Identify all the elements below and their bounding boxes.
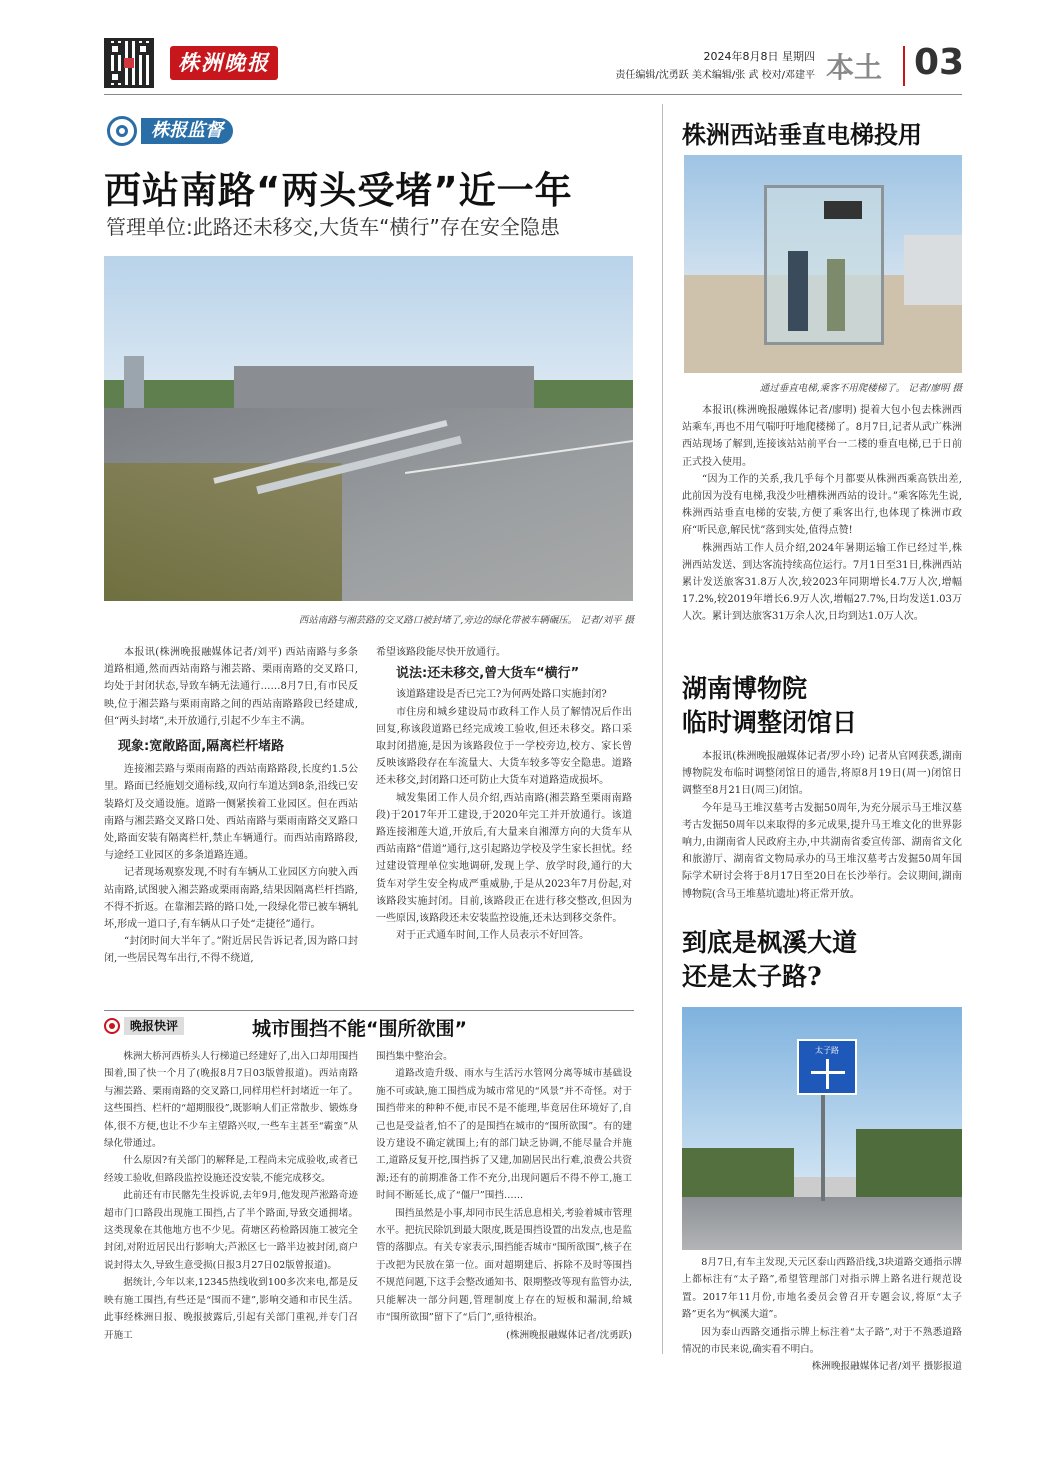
- commentary-tag-label: 晚报快评: [124, 1017, 184, 1035]
- editor-credits: 责任编辑/沈勇跃 美术编辑/张 武 校对/邓建平: [615, 70, 815, 81]
- paragraph: 本报讯(株洲晚报融媒体记者/罗小玲) 记者从官网获悉,湖南博物院发布临时调整闭馆日的通告,将原8月19日(周一)闭馆日调整至8月21日(周三)闭馆。: [682, 751, 962, 797]
- paragraph: 该道路建设是否已完工?为何两处路口实施封闭?: [396, 689, 607, 701]
- paragraph: 8月7日,有车主发现,天元区泰山西路沿线,3块道路交通指示牌上都标注有“太子路”,希望管理部门对指示牌上路名进行规范设置。2017年11月份,市地名委员会曾召开专题会议,将原“太子路”更名为“枫溪大道”。: [682, 1257, 962, 1321]
- issue-date: 2024年8月8日 星期四: [703, 50, 815, 63]
- page-number: 03: [914, 42, 965, 83]
- road-byline: 株洲晚报融媒体记者/刘平 摄影报道: [811, 1361, 962, 1373]
- paragraph: 株洲大桥河西桥头人行梯道已经建好了,出入口却用围挡围着,围了快一个月了(晚报8月7日03版曾报道)。西站南路与湘芸路、栗雨南路的交叉路口,同样用栏杆封堵近一年了。这些围挡、栏杆的“超期服役”,既影响人们正常散步、锻炼身体,很不方便,也让不少车主望路兴叹,一些车主甚至“霸蛮”从绿化带通过。: [104, 1051, 358, 1150]
- commentary-col1: [104, 1048, 358, 1344]
- road-barrier-photo: [104, 256, 633, 601]
- red-dot-icon: [104, 1018, 120, 1034]
- commentary-top-rule: [104, 1010, 634, 1011]
- paragraph: 城发集团工作人员介绍,西站南路(湘芸路至栗雨南路段)于2017年开工建设,于2020年完工并开放通行。该道路连接湘莲大道,开放后,有大量来自湘潭方向的大货车从西站南路“借道”通行,这引起路边学校及学生家长担忧。经过建设管理单位实地调研,发现上学、放学时段,通行的大货车对学生安全构成严重威胁,于是从2023年7月份起,对该路段实施封闭。目前,该路段正在进行移交整改,但因为一些原因,该路段还未安装监控设施,还未达到移交条件。: [376, 792, 632, 925]
- commentary-byline: (株洲晚报融媒体记者/沈勇跃): [506, 1329, 632, 1341]
- paragraph: 希望该路段能尽快开放通行。: [376, 647, 506, 658]
- paragraph: 连接湘芸路与栗雨南路的西站南路路段,长度约1.5公里。路面已经施划交通标线,双向行车道达到8条,沿线已安装路灯及交通设施。道路一侧紧挨着工业园区。但在西站南路与湘芸路交叉路口处、西站南路与栗雨南路交叉路口处,路面安装有隔离栏杆,禁止车辆通行。而西站南路路段,与途经工业园区的多条道路连通。: [104, 764, 358, 862]
- commentary-headline: 城市围挡不能“围所欲围”: [252, 1018, 467, 1040]
- column-divider: [662, 104, 663, 1354]
- commentary-tag: [104, 1016, 196, 1036]
- elevator-photo: [684, 155, 962, 373]
- section-name: 本土: [826, 51, 883, 84]
- main-headline: 西站南路“两头受堵”近一年: [104, 169, 573, 212]
- road-title-line2: 还是太子路?: [682, 962, 822, 991]
- paragraph: 对于正式通车时间,工作人员表示不好回答。: [396, 930, 590, 942]
- museum-headline: [682, 672, 857, 740]
- section-subhead: 现象:宽敞路面,隔离栏杆堵路: [118, 739, 285, 755]
- column-tag-label: 株报监督: [141, 118, 233, 144]
- road-title-line1: 到底是枫溪大道: [682, 928, 858, 957]
- paragraph: 市住房和城乡建设局市政科工作人员了解情况后作出回复,称该段道路已经完成竣工验收,但还未移交。路口采取封闭措施,是因为该路段位于一学校旁边,校方、家长曾反映该路段存在车流量大、大货车较多等安全隐患。道路还未移交,封闭路口还可防止大货车对道路造成损坏。: [376, 706, 632, 787]
- elevator-headline: 株洲西站垂直电梯投用: [682, 120, 922, 149]
- paragraph: 本报讯(株洲晚报融媒体记者/廖明) 提着大包小包去株洲西站乘车,再也不用气喘吁吁地爬楼梯了。8月7日,记者从武广株洲西站现场了解到,连接该站站前平台一二楼的垂直电梯,已于日前正式投入使用。: [682, 405, 962, 468]
- commentary-col2: [376, 1048, 632, 1344]
- paragraph: 本报讯(株洲晚报融媒体记者/刘平) 西站南路与多条道路相通,然而西站南路与湘芸路、栗雨南路的交叉路口,均处于封闭状态,导致车辆无法通行……8月7日,有市民反映,位于湘芸路与栗雨南路之间的西站南路路段已经建成,但“两头封堵”,未开放通行,引起不少车主不满。: [104, 647, 358, 727]
- main-article-col1: [104, 644, 358, 968]
- paragraph: 道路改造升级、雨水与生活污水管网分离等城市基础设施不可或缺,施工围挡成为城市常见的“风景”并不奇怪。对于围挡带来的种种不便,市民不是不能理,毕竟居住环境好了,自己也是受益者,怕不了的是围挡在城市的“围所欲围”。有的建设方建设不确定就围上;有的部门缺乏协调,不能尽量合并施工,道路反复开挖,围挡拆了又建,加剧居民出行难,浪费公共资源;还有的前期准备工作不充分,出现问题后不得不停工,施工时间不断延长,成了“僵尸”围挡……: [376, 1068, 632, 1202]
- road-article: [682, 1254, 962, 1376]
- header-divider: [903, 46, 905, 86]
- main-photo-caption: 西站南路与湘芸路的交叉路口被封堵了,旁边的绿化带被车辆碾压。 记者/刘平 摄: [298, 615, 634, 626]
- museum-title-line1: 湖南博物院: [682, 674, 808, 703]
- paragraph: 什么原因?有关部门的解释是,工程尚未完成验收,或者已经竣工验收,但路段监控设施还没安装,不能完成移交。: [104, 1155, 358, 1184]
- paragraph: 此前还有市民髂先生投诉说,去年9月,他发现芦淞路奇迹超市门口路段出现施工围挡,占了半个路面,导致交通拥堵。这类现象在其他地方也不少见。荷塘区药检路因施工被完全封闭,对附近居民出行影响大;芦淞区七一路半边被封闭,商户说封得太久,导致生意受损(日报3月27日02版曾报道)。: [104, 1190, 358, 1271]
- paragraph: 今年是马王堆汉墓考古发掘50周年,为充分展示马王堆汉墓考古发掘50周年以来取得的多元成果,提升马王堆文化的世界影响力,由湖南省人民政府主办,中共湖南省委宣传部、湖南省文化和旅游厅、湖南省文物局承办的马王堆汉墓考古发掘50周年国际学术研讨会将于8月17日至20日在长沙举行。会议期间,湖南博物院(含马王堆墓坑遗址)将正常开放。: [682, 802, 962, 900]
- column-tag: [107, 114, 257, 148]
- target-icon: [107, 116, 137, 146]
- paragraph: 株洲西站工作人员介绍,2024年暑期运输工作已经过半,株洲西站发送、到达客流持续高位运行。7月1日至31日,株洲西站累计发送旅客31.8万人次,较2023年同期增长4.7万人次,增幅17.2%,较2019年增长6.9万人次,增幅27.7%,日均发送1.03万人次。累计到达旅客31万余人次,日均到达1.0万人次。: [682, 542, 962, 623]
- paragraph: 围挡集中整治会。: [376, 1051, 453, 1062]
- road-sign-board: [797, 1039, 857, 1095]
- paragraph: 据统计,今年以来,12345热线收到100多次来电,都是反映有施工围挡,有些还是“围而不建”,影响交通和市民生活。此事经株洲日报、晚报披露后,引起有关部门重视,并专门召开施工: [104, 1277, 358, 1341]
- paragraph: 围挡虽然是小事,却同市民生活息息相关,考验着城市管理水平。把抗民除饥到最大限度,既是围挡设置的出发点,也是监管的落脚点。有关专家表示,围挡能否城市“围所欲围”,核子在于改把为民放在第一位。面对超期建后、拆除不及时等围挡不规范问题,下这手会整改通知书、限期整改等现有监管办法,只能解决一部分问题,管理制度上存在的短板和漏洞,给城市“围所欲围”留下了“后门”,亟待根治。: [376, 1207, 632, 1324]
- paragraph: 记者现场观察发现,不时有车辆从工业园区方向驶入西站南路,试图驶入湘芸路或栗雨南路,结果因隔离栏杆挡路,不得不折返。在靠湘芸路的路口处,一段绿化带已被车辆轧坏,形成一道口子,有车辆从口子处“走捷径”通行。: [104, 867, 358, 931]
- elevator-article: [682, 402, 962, 626]
- road-sign-text: 太子路: [815, 1046, 839, 1055]
- section-subhead: 说法:还未移交,曾大货车“横行”: [396, 666, 580, 682]
- paragraph: “因为工作的关系,我几乎每个月都要从株洲西乘高铁出差,此前因为没有电梯,我没少吐槽株洲西站的设计。”乘客陈先生说,株洲西站垂直电梯的安装,方便了乘客出行,也体现了株洲市政府“听民意,解民忧”落到实处,值得点赞!: [682, 473, 962, 537]
- main-article-col2: [376, 644, 632, 944]
- main-subheadline: 管理单位:此路还未移交,大货车“横行”存在安全隐患: [106, 215, 560, 239]
- elevator-photo-caption: 通过垂直电梯,乘客不用爬楼梯了。 记者/廖明 摄: [759, 383, 962, 394]
- museum-title-line2: 临时调整闭馆日: [682, 708, 858, 737]
- paragraph: “封闭时间大半年了。”附近居民告诉记者,因为路口封闭,一些居民驾车出行,不得不绕道,: [104, 936, 358, 965]
- paragraph: 因为泰山西路交通指示牌上标注着“太子路”,对于不熟悉道路情况的市民来说,确实看不明白。: [682, 1326, 962, 1356]
- road-headline: [682, 926, 857, 994]
- museum-article: [682, 748, 962, 903]
- road-sign-photo: [682, 1007, 962, 1250]
- header-rule: [104, 94, 962, 95]
- newspaper-logo: 株洲晚报: [170, 46, 278, 80]
- qr-code: [104, 38, 154, 88]
